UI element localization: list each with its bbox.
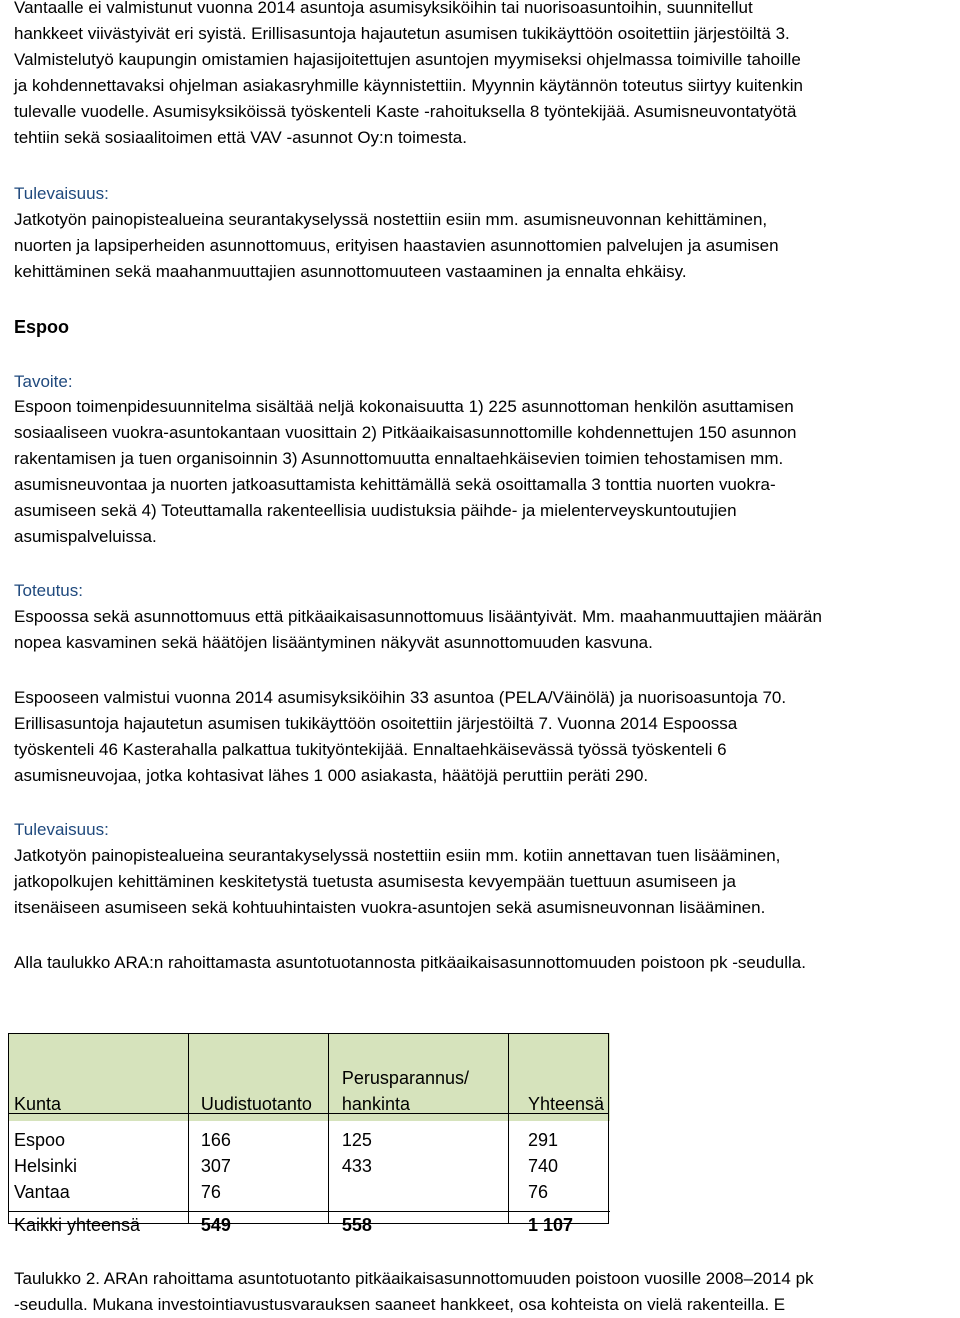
- table-total-row: [8, 1212, 610, 1239]
- housing-production-table: [8, 1033, 610, 1238]
- table-cell: 291: [527, 1130, 558, 1150]
- table-caption: [14, 1266, 958, 1318]
- text-line: tulevalle vuodelle. Asumisyksiköissä työskenteli Kaste -rahoituksella 8 työntekijää. Asumisneuvontatyötä: [14, 102, 797, 121]
- table-cell: 307: [200, 1156, 231, 1176]
- table-divider: [188, 1033, 189, 1224]
- text-line: tehtiin sekä sosiaalitoimen että VAV -asunnot Oy:n toimesta.: [14, 128, 467, 147]
- text-line: Taulukko 2. ARAn rahoittama asuntotuotanto pitkäaikaisasunnottomuuden poistoon vuosille 2008–2014 pk: [14, 1269, 814, 1288]
- text-line: -seudulla. Mukana investointiavustusvarauksen saaneet hankkeet, osa kohteista on vielä rakenteilla. E: [14, 1295, 786, 1314]
- table-cell: 558: [336, 1212, 514, 1239]
- text-line: asumiseen sekä 4) Toteuttamalla rakenteellisia uudistuksia päihde- ja mielenterveyskuntoutujien: [14, 501, 737, 520]
- espoo-future-label: Tulevaisuus:: [14, 820, 109, 839]
- espoo-impl-paragraph: [14, 604, 958, 656]
- text-line: sosiaaliseen vuokra-asuntokantaan vuosittain 2) Pitkäaikaisasunnottomille kohdennettujen 150 asunnon: [14, 423, 797, 442]
- text-line: kehittäminen sekä maahanmuuttajien asunnottomuuteen vastaaminen ja ennalta ehkäisy.: [14, 262, 687, 281]
- table-cell: 1 107: [514, 1212, 610, 1239]
- text-line: Espoossa sekä asunnottomuus että pitkäaikaisasunnottomuus lisääntyivät. Mm. maahanmuuttajien määrän: [14, 607, 822, 626]
- table-cell: Espoo: [14, 1130, 66, 1150]
- table-cell: 433: [341, 1156, 372, 1176]
- table-intro: Alla taulukko ARA:n rahoittamasta asuntotuotannosta pitkäaikaisasunnottomuuden poistoon pk -seudulla.: [14, 953, 806, 972]
- espoo-section-title: Espoo: [14, 317, 70, 337]
- table-cell: Helsinki: [14, 1156, 78, 1176]
- header-kunta: Kunta: [8, 1033, 195, 1121]
- table-cell: 125: [341, 1130, 372, 1150]
- vantaa-paragraph: [14, 0, 958, 151]
- text-line: ja kohdennettavaksi ohjelman asiakasryhmille käynnistettiin. Myynnin käytännön toteutus siirtyy kuitenkin: [14, 76, 804, 95]
- text-line: asumisneuvojaa, jotka kohtasivat lähes 1 000 asiakasta, häätöjä peruttiin peräti 290.: [14, 766, 649, 785]
- table-divider: [328, 1033, 329, 1224]
- table-divider: [8, 1113, 609, 1114]
- text-line: nopea kasvaminen sekä häätöjen lisääntyminen näkyvät asunnottomuuden kasvuna.: [14, 633, 653, 652]
- vantaa-future-label: Tulevaisuus:: [14, 184, 109, 203]
- text-line: Valmistelutyö kaupungin omistamien hajasijoitettujen asuntojen myymiseksi ohjelmassa toimiville tahoille: [14, 50, 801, 69]
- text-line: itsenäiseen asumiseen sekä kohtuuhintaisten vuokra-asuntojen sekä asumisneuvonnan lisääminen.: [14, 898, 766, 917]
- text-line: rakentamisen ja tuen organisoinnin 3) Asunnottomuutta ennaltaehkäisevien toimien tehostamisen mm.: [14, 449, 784, 468]
- text-line: asumisneuvontaa ja nuorten jatkoasuttamista kehittämällä sekä osoittamalla 3 tonttia nuorten vuokra-: [14, 475, 776, 494]
- espoo-goal-paragraph: [14, 394, 958, 550]
- table-body: [8, 1121, 610, 1212]
- table-cell: 76: [200, 1182, 221, 1202]
- text-line: Jatkotyön painopistealueina seurantakyselyssä nostettiin esiin mm. asumisneuvonnan kehittäminen,: [14, 210, 768, 229]
- column-kunta: [8, 1121, 195, 1212]
- column-yhteensa: [514, 1121, 610, 1212]
- vantaa-future-paragraph: [14, 207, 958, 285]
- table-cell: [342, 1179, 508, 1205]
- text-line: hankkeet viivästyivät eri syistä. Erillisasuntoja hajautetun asumisen tukikäyttöön osoitettiin järjestöiltä 3.: [14, 24, 790, 43]
- text-line: Espoon toimenpidesuunnitelma sisältää neljä kokonaisuutta 1) 225 asunnottoman henkilön asuttamisen: [14, 397, 794, 416]
- table-cell: Kaikki yhteensä: [8, 1212, 195, 1239]
- espoo-impl-paragraph-2: [14, 685, 958, 789]
- header-perusparannus: [336, 1033, 514, 1121]
- table-header-row: [8, 1033, 610, 1121]
- table-cell: 166: [200, 1130, 231, 1150]
- espoo-impl-label: Toteutus:: [14, 581, 83, 600]
- text-line: Erillisasuntoja hajautetun asumisen tukikäyttöön osoitettiin järjestöiltä 7. Vuonna 2014 Espoossa: [14, 714, 738, 733]
- espoo-goal-label: Tavoite:: [14, 372, 73, 391]
- text-line: jatkopolkujen kehittäminen keskitetystä tuetusta asumisesta kevyempään tuettuun asumiseen ja: [14, 872, 736, 891]
- column-uudistuotanto: [195, 1121, 336, 1212]
- text-line: asumispalveluissa.: [14, 527, 157, 546]
- table-divider: [508, 1033, 509, 1224]
- espoo-future-paragraph: [14, 843, 958, 921]
- text-line: nuorten ja lapsiperheiden asunnottomuus, erityisen haastavien asunnottomien palvelujen ja asumisen: [14, 236, 779, 255]
- table-cell: 549: [195, 1212, 336, 1239]
- header-perusparannus-line2: hankinta: [341, 1094, 410, 1114]
- header-perusparannus-line1: Perusparannus/: [341, 1068, 469, 1088]
- table-cell: Vantaa: [14, 1182, 70, 1202]
- text-line: työskenteli 46 Kasterahalla palkattua tukityöntekijää. Ennaltaehkäisevässä työssä työskenteli 6: [14, 740, 727, 759]
- header-uudistuotanto: Uudistuotanto: [195, 1033, 336, 1121]
- header-yhteensa: Yhteensä: [514, 1033, 610, 1121]
- table-cell: 76: [527, 1182, 548, 1202]
- table-cell: 740: [527, 1156, 558, 1176]
- text-line: Vantaalle ei valmistunut vuonna 2014 asuntoja asumisyksiköihin tai nuorisoasuntoihin, suunnitellut: [14, 0, 753, 17]
- text-line: Espooseen valmistui vuonna 2014 asumisyksiköihin 33 asuntoa (PELA/Väinölä) ja nuorisoasuntoja 70.: [14, 688, 787, 707]
- column-perusparannus: [336, 1121, 514, 1212]
- text-line: Jatkotyön painopistealueina seurantakyselyssä nostettiin esiin mm. kotiin annettavan tuen lisääminen,: [14, 846, 781, 865]
